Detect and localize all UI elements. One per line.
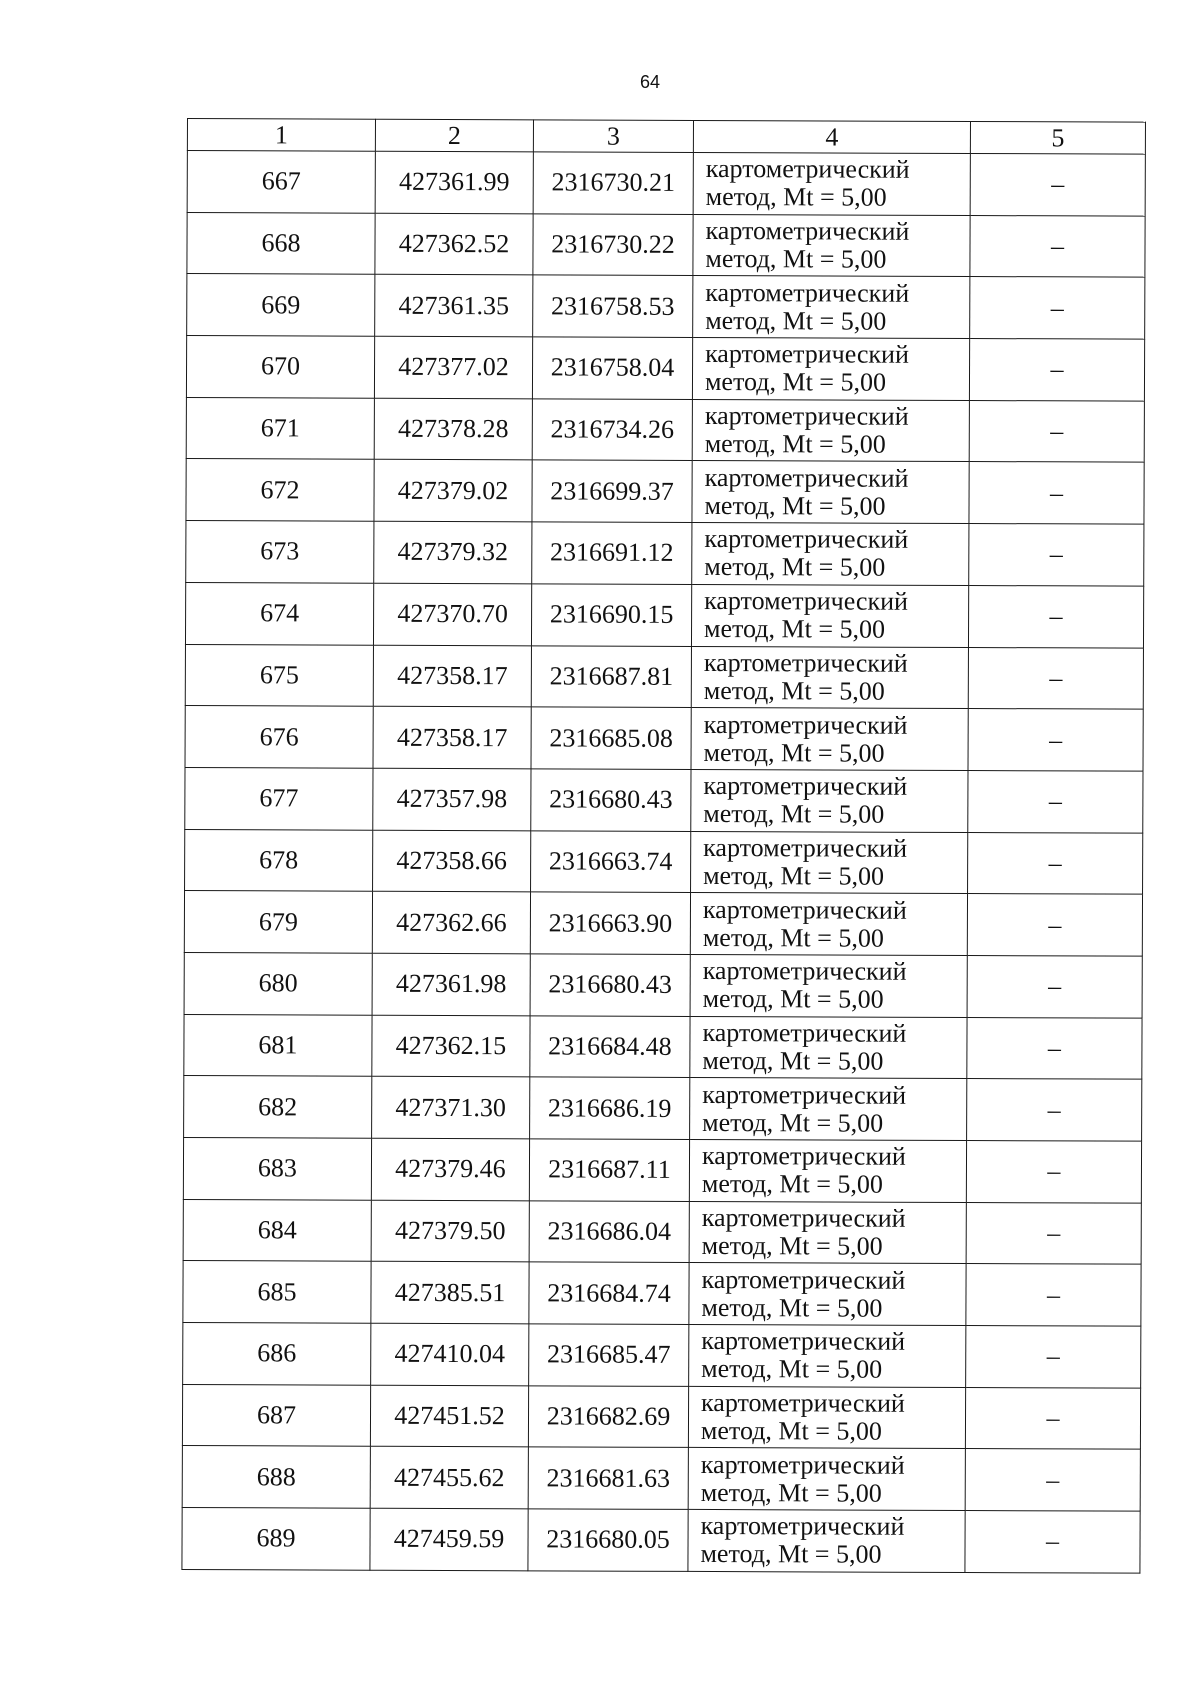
table-row bbox=[185, 644, 1143, 709]
x-coordinate-cell: 427358.17 bbox=[373, 706, 531, 768]
point-number-cell: 668 bbox=[187, 212, 375, 274]
method-cell bbox=[690, 1016, 967, 1079]
x-coordinate-cell: 427459.59 bbox=[370, 1508, 528, 1570]
note-cell: – bbox=[966, 1202, 1141, 1264]
method-line-2: метод, Mt = 5,00 bbox=[701, 1292, 883, 1323]
point-number-cell: 667 bbox=[187, 151, 375, 213]
x-coordinate-cell: 427370.70 bbox=[373, 583, 531, 645]
table-row bbox=[183, 1137, 1141, 1202]
method-cell bbox=[688, 1448, 965, 1511]
method-cell bbox=[689, 1263, 966, 1326]
note-cell: – bbox=[969, 400, 1144, 462]
method-line-1: картометрический bbox=[705, 216, 910, 246]
table-row bbox=[183, 1199, 1141, 1264]
x-coordinate-cell: 427379.46 bbox=[371, 1138, 529, 1200]
method-cell bbox=[691, 646, 968, 709]
x-coordinate-cell: 427358.17 bbox=[373, 645, 531, 707]
x-coordinate-cell: 427362.66 bbox=[372, 891, 530, 953]
method-line-1: картометрический bbox=[700, 1449, 905, 1480]
method-line-1: картометрический bbox=[703, 771, 908, 801]
note-cell: – bbox=[969, 524, 1144, 586]
point-number-cell: 685 bbox=[183, 1261, 371, 1323]
x-coordinate-cell: 427362.15 bbox=[372, 1015, 530, 1077]
method-line-2: метод, Mt = 5,00 bbox=[704, 552, 886, 583]
x-coordinate-cell: 427385.51 bbox=[371, 1262, 529, 1324]
method-line-2: метод, Mt = 5,00 bbox=[705, 244, 887, 274]
table-row bbox=[183, 1261, 1141, 1326]
method-line-1: картометрический bbox=[702, 894, 907, 925]
table-row bbox=[184, 891, 1142, 956]
y-coordinate-cell: 2316684.74 bbox=[529, 1262, 689, 1324]
method-line-2: метод, Mt = 5,00 bbox=[703, 614, 886, 644]
x-coordinate-cell: 427358.66 bbox=[373, 830, 531, 892]
point-number-cell: 675 bbox=[185, 644, 373, 706]
method-cell bbox=[688, 1386, 965, 1449]
x-coordinate-cell: 427379.50 bbox=[371, 1200, 529, 1262]
y-coordinate-cell: 2316730.22 bbox=[533, 214, 693, 276]
y-coordinate-cell: 2316687.11 bbox=[529, 1139, 689, 1201]
coordinates-table bbox=[181, 118, 1146, 1573]
method-line-2: метод, Mt = 5,00 bbox=[700, 1416, 883, 1446]
table-row bbox=[183, 1323, 1141, 1388]
method-line-1: картометрический bbox=[705, 277, 910, 308]
y-coordinate-cell: 2316680.43 bbox=[531, 769, 691, 831]
y-coordinate-cell: 2316680.05 bbox=[528, 1509, 688, 1571]
note-cell: – bbox=[968, 709, 1143, 771]
point-number-cell: 670 bbox=[186, 336, 374, 398]
y-coordinate-cell: 2316687.81 bbox=[531, 645, 691, 707]
method-line-2: метод, Mt = 5,00 bbox=[704, 490, 886, 521]
table-row bbox=[186, 336, 1144, 401]
note-cell: – bbox=[965, 1449, 1140, 1511]
y-coordinate-cell: 2316680.43 bbox=[530, 954, 690, 1016]
method-line-1: картометрический bbox=[705, 154, 910, 185]
method-cell bbox=[693, 276, 970, 339]
method-line-2: метод, Mt = 5,00 bbox=[701, 1354, 883, 1385]
table-row bbox=[182, 1508, 1140, 1573]
note-cell: – bbox=[969, 339, 1144, 401]
table-row bbox=[187, 274, 1145, 339]
method-line-1: картометрический bbox=[702, 956, 907, 987]
note-cell: – bbox=[968, 585, 1143, 647]
method-line-1: картометрический bbox=[702, 1017, 907, 1048]
table-row bbox=[185, 582, 1143, 647]
method-cell bbox=[691, 584, 968, 647]
table-row bbox=[185, 829, 1143, 894]
note-cell: – bbox=[965, 1387, 1140, 1449]
page-number: 64 bbox=[639, 72, 661, 92]
point-number-cell: 682 bbox=[184, 1076, 372, 1138]
method-line-2: метод, Mt = 5,00 bbox=[703, 675, 885, 706]
point-number-cell: 674 bbox=[185, 582, 373, 644]
table-body bbox=[182, 151, 1145, 1573]
point-number-cell: 678 bbox=[185, 829, 373, 891]
method-line-1: картометрический bbox=[703, 647, 908, 678]
table-row bbox=[186, 397, 1144, 462]
point-number-cell: 681 bbox=[184, 1014, 372, 1076]
header-row bbox=[187, 119, 1145, 155]
y-coordinate-cell: 2316699.37 bbox=[532, 460, 692, 522]
y-coordinate-cell: 2316730.21 bbox=[533, 152, 693, 214]
method-line-1: картометрический bbox=[701, 1388, 905, 1418]
method-line-1: картометрический bbox=[700, 1511, 905, 1542]
point-number-cell: 688 bbox=[182, 1446, 370, 1508]
method-line-1: картометрический bbox=[703, 832, 908, 863]
method-line-2: метод, Mt = 5,00 bbox=[700, 1539, 882, 1570]
note-cell: – bbox=[966, 1264, 1141, 1326]
x-coordinate-cell: 427451.52 bbox=[370, 1385, 528, 1447]
point-number-cell: 669 bbox=[187, 274, 375, 336]
method-line-1: картометрический bbox=[701, 1203, 906, 1233]
method-cell bbox=[689, 1324, 966, 1387]
y-coordinate-cell: 2316690.15 bbox=[531, 584, 691, 646]
method-line-2: метод, Mt = 5,00 bbox=[705, 182, 887, 213]
note-cell: – bbox=[970, 277, 1145, 339]
y-coordinate-cell: 2316758.04 bbox=[532, 337, 692, 399]
y-coordinate-cell: 2316684.48 bbox=[530, 1015, 690, 1077]
method-cell bbox=[693, 152, 970, 215]
note-cell: – bbox=[966, 1141, 1141, 1203]
method-line-1: картометрический bbox=[704, 524, 909, 555]
method-line-1: картометрический bbox=[701, 1141, 906, 1172]
column-header-5: 5 bbox=[970, 122, 1145, 155]
table-row bbox=[182, 1446, 1140, 1511]
y-coordinate-cell: 2316686.19 bbox=[530, 1077, 690, 1139]
method-cell bbox=[688, 1510, 965, 1573]
table-row bbox=[182, 1384, 1140, 1449]
point-number-cell: 680 bbox=[184, 952, 372, 1014]
x-coordinate-cell: 427410.04 bbox=[371, 1323, 529, 1385]
method-line-2: метод, Mt = 5,00 bbox=[701, 1231, 883, 1261]
method-line-1: картометрический bbox=[704, 586, 909, 616]
note-cell: – bbox=[968, 832, 1143, 894]
x-coordinate-cell: 427379.32 bbox=[374, 521, 532, 583]
method-line-2: метод, Mt = 5,00 bbox=[705, 305, 887, 336]
table-row bbox=[184, 1014, 1142, 1079]
table-row bbox=[186, 459, 1144, 524]
point-number-cell: 672 bbox=[186, 459, 374, 521]
point-number-cell: 687 bbox=[182, 1384, 370, 1446]
table-header bbox=[187, 119, 1145, 155]
method-line-1: картометрический bbox=[705, 339, 909, 370]
x-coordinate-cell: 427379.02 bbox=[374, 460, 532, 522]
note-cell: – bbox=[968, 770, 1143, 832]
method-line-2: метод, Mt = 5,00 bbox=[703, 737, 885, 768]
note-cell: – bbox=[967, 1017, 1142, 1079]
method-cell bbox=[692, 338, 969, 401]
method-cell bbox=[691, 708, 968, 771]
table-row bbox=[185, 767, 1143, 832]
point-number-cell: 673 bbox=[186, 521, 374, 583]
method-line-2: метод, Mt = 5,00 bbox=[704, 429, 886, 459]
method-cell bbox=[693, 214, 970, 277]
x-coordinate-cell: 427377.02 bbox=[374, 336, 532, 398]
x-coordinate-cell: 427357.98 bbox=[373, 768, 531, 830]
table-row bbox=[184, 952, 1142, 1017]
method-line-2: метод, Mt = 5,00 bbox=[702, 1107, 884, 1138]
method-line-2: метод, Mt = 5,00 bbox=[700, 1477, 882, 1508]
note-cell: – bbox=[970, 154, 1145, 216]
y-coordinate-cell: 2316686.04 bbox=[529, 1201, 689, 1263]
method-line-2: метод, Mt = 5,00 bbox=[704, 367, 887, 398]
point-number-cell: 683 bbox=[183, 1137, 371, 1199]
column-header-3: 3 bbox=[533, 120, 693, 153]
method-line-2: метод, Mt = 5,00 bbox=[703, 799, 885, 829]
x-coordinate-cell: 427362.52 bbox=[375, 213, 533, 275]
y-coordinate-cell: 2316682.69 bbox=[528, 1386, 688, 1448]
x-coordinate-cell: 427455.62 bbox=[370, 1447, 528, 1509]
method-line-1: картометрический bbox=[703, 709, 908, 740]
note-cell: – bbox=[967, 894, 1142, 956]
y-coordinate-cell: 2316685.08 bbox=[531, 707, 691, 769]
method-line-2: метод, Mt = 5,00 bbox=[701, 1169, 883, 1200]
method-cell bbox=[690, 893, 967, 956]
method-line-1: картометрический bbox=[704, 401, 909, 431]
method-cell bbox=[690, 1078, 967, 1141]
y-coordinate-cell: 2316691.12 bbox=[532, 522, 692, 584]
point-number-cell: 677 bbox=[185, 767, 373, 829]
point-number-cell: 671 bbox=[186, 397, 374, 459]
note-cell: – bbox=[968, 647, 1143, 709]
table-row bbox=[186, 521, 1144, 586]
note-cell: – bbox=[969, 462, 1144, 524]
method-cell bbox=[691, 831, 968, 894]
method-line-2: метод, Mt = 5,00 bbox=[702, 922, 884, 953]
x-coordinate-cell: 427371.30 bbox=[372, 1077, 530, 1139]
point-number-cell: 686 bbox=[183, 1323, 371, 1385]
method-cell bbox=[692, 461, 969, 524]
method-line-2: метод, Mt = 5,00 bbox=[703, 860, 885, 891]
column-header-1: 1 bbox=[187, 119, 375, 152]
x-coordinate-cell: 427361.35 bbox=[375, 275, 533, 337]
method-cell bbox=[692, 523, 969, 586]
point-number-cell: 676 bbox=[185, 706, 373, 768]
point-number-cell: 679 bbox=[184, 891, 372, 953]
table-row bbox=[184, 1076, 1142, 1141]
method-cell bbox=[692, 399, 969, 462]
method-line-2: метод, Mt = 5,00 bbox=[702, 1045, 884, 1076]
table-row bbox=[187, 212, 1145, 277]
method-cell bbox=[690, 954, 967, 1017]
x-coordinate-cell: 427361.98 bbox=[372, 953, 530, 1015]
method-line-1: картометрический bbox=[701, 1326, 906, 1357]
method-cell bbox=[689, 1201, 966, 1264]
column-header-2: 2 bbox=[375, 119, 533, 152]
note-cell: – bbox=[966, 1326, 1141, 1388]
y-coordinate-cell: 2316663.90 bbox=[530, 892, 690, 954]
note-cell: – bbox=[967, 1079, 1142, 1141]
point-number-cell: 684 bbox=[183, 1199, 371, 1261]
point-number-cell: 689 bbox=[182, 1508, 370, 1570]
table-row bbox=[187, 151, 1145, 216]
y-coordinate-cell: 2316681.63 bbox=[528, 1447, 688, 1509]
y-coordinate-cell: 2316685.47 bbox=[529, 1324, 689, 1386]
column-header-4: 4 bbox=[693, 120, 970, 153]
note-cell: – bbox=[970, 215, 1145, 277]
method-line-1: картометрический bbox=[704, 462, 909, 493]
method-line-1: картометрический bbox=[701, 1264, 906, 1295]
method-cell bbox=[691, 769, 968, 832]
method-line-2: метод, Mt = 5,00 bbox=[702, 984, 884, 1014]
method-cell bbox=[689, 1139, 966, 1202]
method-line-1: картометрический bbox=[702, 1079, 907, 1110]
table-row bbox=[185, 706, 1143, 771]
y-coordinate-cell: 2316734.26 bbox=[532, 399, 692, 461]
note-cell: – bbox=[965, 1511, 1140, 1573]
note-cell: – bbox=[967, 955, 1142, 1017]
y-coordinate-cell: 2316663.74 bbox=[531, 830, 691, 892]
x-coordinate-cell: 427361.99 bbox=[375, 151, 533, 213]
x-coordinate-cell: 427378.28 bbox=[374, 398, 532, 460]
y-coordinate-cell: 2316758.53 bbox=[533, 275, 693, 337]
